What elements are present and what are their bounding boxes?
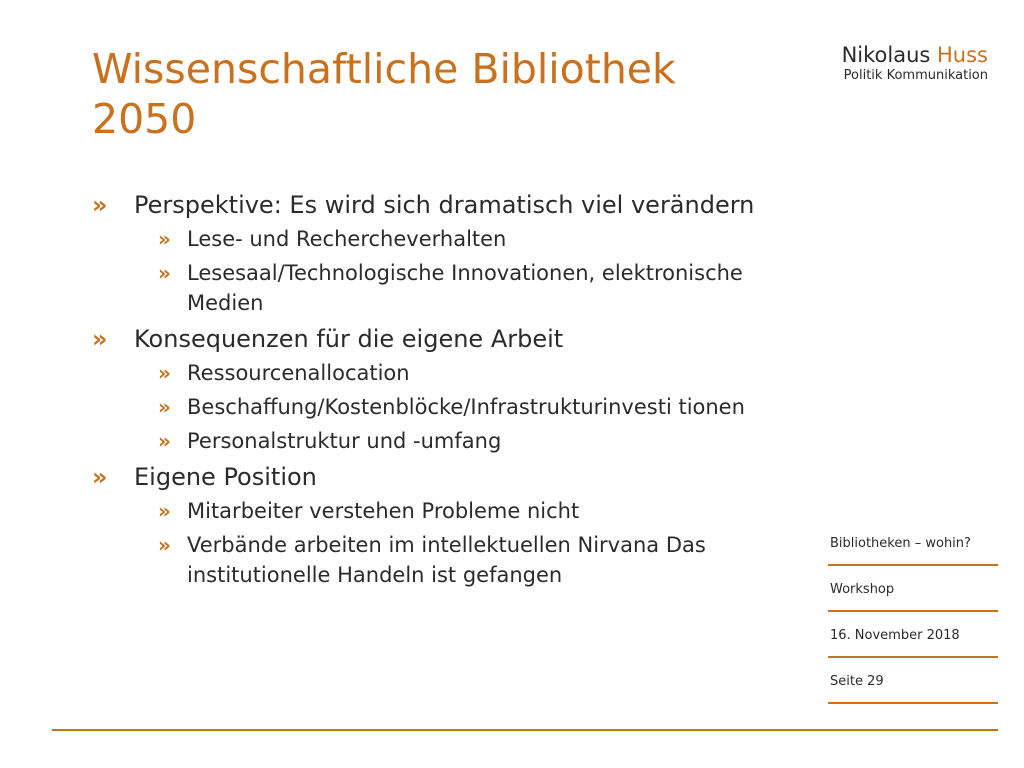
info-event [828, 574, 998, 612]
double-arrow-icon: » [158, 395, 171, 419]
sub-bullet-item [92, 496, 792, 526]
info-date-text: 16. November 2018 [830, 628, 960, 643]
slide-title [92, 44, 792, 144]
sub-bullet-text: Personalstruktur und -umfang [187, 429, 502, 453]
bullet-list [92, 188, 792, 594]
info-topic-text: Bibliotheken – wohin? [830, 536, 971, 551]
brand-first-name: Nikolaus [841, 43, 931, 67]
info-event-text: Workshop [830, 582, 895, 597]
bottom-divider [52, 729, 998, 731]
sub-bullet-item [92, 426, 792, 456]
slide-title-line1: Wissenschaftliche Bibliothek [92, 45, 676, 93]
bullet-item [92, 460, 792, 494]
brand-name [842, 42, 988, 68]
double-arrow-icon: » [158, 261, 171, 285]
sub-bullet-text: Verbände arbeiten im intellektuellen Nirvana Das institutionelle Handeln ist gefangen [187, 533, 706, 587]
double-arrow-icon: » [92, 325, 108, 353]
brand-logo [842, 42, 988, 84]
brand-last-name: Huss [937, 43, 988, 67]
double-arrow-icon: » [158, 429, 171, 453]
bullet-text: Eigene Position [134, 463, 317, 491]
slide-title-line2: 2050 [92, 95, 197, 143]
sub-bullet-item [92, 392, 792, 422]
double-arrow-icon: » [158, 227, 171, 251]
bullet-text: Perspektive: Es wird sich dramatisch viel verändern [134, 191, 755, 219]
info-date [828, 620, 998, 658]
double-arrow-icon: » [158, 499, 171, 523]
bullet-item [92, 322, 792, 356]
double-arrow-icon: » [92, 191, 108, 219]
bullet-text: Konsequenzen für die eigene Arbeit [134, 325, 564, 353]
sub-bullet-text: Lesesaal/Technologische Innovationen, elektronische Medien [187, 261, 743, 315]
sub-bullet-item [92, 224, 792, 254]
sub-bullet-text: Mitarbeiter verstehen Probleme nicht [187, 499, 580, 523]
brand-subtitle: Politik Kommunikation [843, 68, 988, 83]
page-number: Seite 29 [830, 674, 884, 689]
sub-bullet-item [92, 530, 792, 590]
sub-bullet-text: Ressourcenallocation [187, 361, 410, 385]
double-arrow-icon: » [92, 463, 108, 491]
sub-bullet-text: Lese- und Rechercheverhalten [187, 227, 507, 251]
double-arrow-icon: » [158, 361, 171, 385]
sub-bullet-item [92, 358, 792, 388]
info-page [828, 666, 998, 704]
info-topic [828, 528, 998, 566]
sub-bullet-text: Beschaffung/Kostenblöcke/Infrastrukturinvesti tionen [187, 395, 745, 419]
bullet-item [92, 188, 792, 222]
info-panel [828, 528, 998, 712]
double-arrow-icon: » [158, 533, 171, 557]
sub-bullet-item [92, 258, 792, 318]
